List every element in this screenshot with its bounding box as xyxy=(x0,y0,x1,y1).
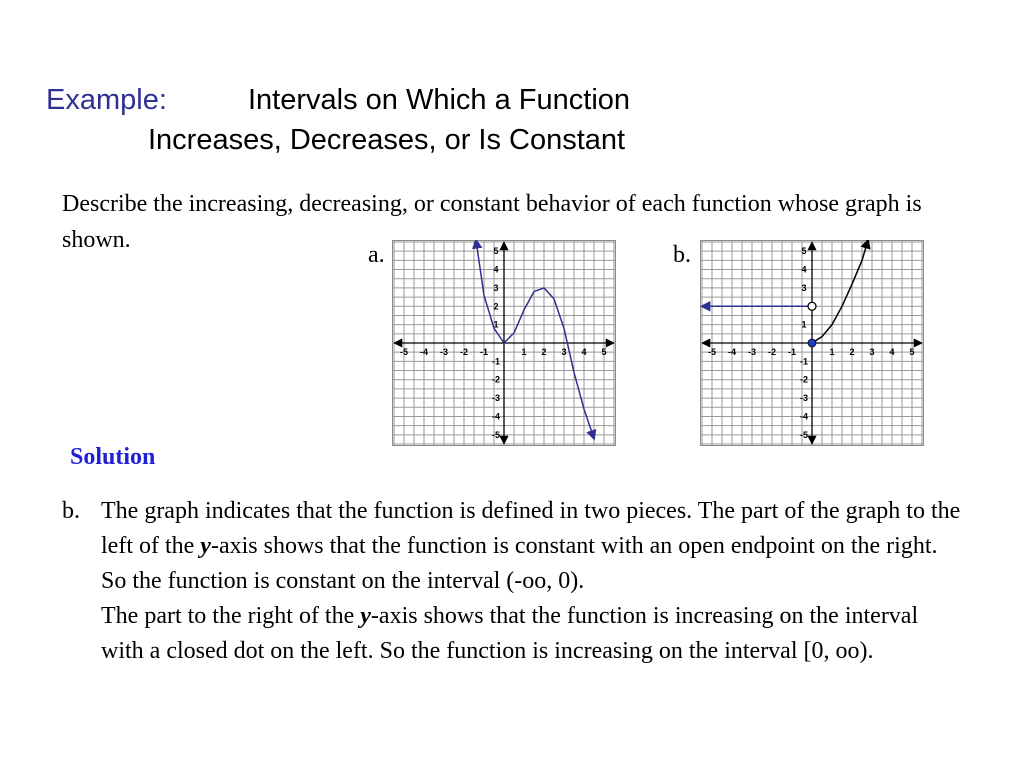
x-tick-label: 1 xyxy=(521,347,527,357)
x-tick-label: 4 xyxy=(581,347,587,357)
y-tick-label: -4 xyxy=(491,411,501,422)
x-tick-label: 4 xyxy=(889,347,895,357)
solution-item-label: b. xyxy=(62,498,80,524)
graph-a-label: a. xyxy=(368,242,385,268)
p1-before: The graph indicates that the function is defined in two pieces. The part of the graph to the left of the xyxy=(101,498,961,559)
solution-paragraph-1 xyxy=(101,494,961,599)
y-tick-label: 1 xyxy=(493,319,499,330)
p1-y-variable: y xyxy=(200,533,211,559)
p2-y-variable: y xyxy=(360,603,371,629)
y-tick-label: -2 xyxy=(491,374,501,385)
title-line-2: Increases, Decreases, or Is Constant xyxy=(148,124,626,156)
x-tick-label: 3 xyxy=(561,347,567,357)
y-tick-label: -5 xyxy=(799,429,809,440)
y-tick-label: 5 xyxy=(493,246,499,257)
x-tick-label: -3 xyxy=(747,347,757,357)
open-endpoint xyxy=(808,302,816,310)
graph-a xyxy=(392,240,616,446)
p1-after: -axis shows that the function is constant with an open endpoint on the right. So the function is constant on the interval (-oo, 0). xyxy=(101,533,938,594)
y-tick-label: 5 xyxy=(801,246,807,257)
p2-before: The part to the right of the xyxy=(101,603,361,629)
title-example-label: Example: xyxy=(46,84,167,116)
x-tick-label: -2 xyxy=(459,347,469,357)
solution-body xyxy=(101,494,961,669)
y-tick-label: -1 xyxy=(491,356,501,367)
solution-paragraph-2 xyxy=(101,599,961,669)
y-tick-label: 3 xyxy=(493,282,499,293)
x-tick-label: -1 xyxy=(787,347,797,357)
closed-endpoint xyxy=(808,339,816,347)
x-tick-label: 5 xyxy=(909,347,915,357)
graph-b-label: b. xyxy=(673,242,691,268)
x-tick-label: 2 xyxy=(541,347,547,357)
intro-text: Describe the increasing, decreasing, or constant behavior of each function whose graph is shown. xyxy=(62,191,922,253)
solution-heading: Solution xyxy=(70,444,156,470)
x-tick-label: 2 xyxy=(849,347,855,357)
y-tick-label: -2 xyxy=(799,374,809,385)
x-tick-label: -4 xyxy=(727,347,737,357)
x-tick-label: -2 xyxy=(767,347,777,357)
x-tick-label: 1 xyxy=(829,347,835,357)
y-tick-label: -3 xyxy=(491,393,501,404)
y-tick-label: 4 xyxy=(493,264,499,275)
x-tick-label: 3 xyxy=(869,347,875,357)
y-tick-label: 2 xyxy=(493,301,499,312)
p2-after: -axis shows that the function is increasing on the interval with a closed dot on the left. So the function is increasing on the interval [0, oo). xyxy=(101,603,919,664)
title-line-1: Intervals on Which a Function xyxy=(248,84,631,116)
y-tick-label: -5 xyxy=(491,429,501,440)
x-tick-label: -5 xyxy=(707,347,717,357)
x-tick-label: -5 xyxy=(399,347,409,357)
x-tick-label: -3 xyxy=(439,347,449,357)
y-tick-label: -3 xyxy=(799,393,809,404)
y-tick-label: -1 xyxy=(799,356,809,367)
x-tick-label: -4 xyxy=(419,347,429,357)
x-tick-label: 5 xyxy=(601,347,607,357)
y-tick-label: 4 xyxy=(801,264,807,275)
y-tick-label: -4 xyxy=(799,411,809,422)
y-tick-label: 3 xyxy=(801,282,807,293)
y-tick-label: 1 xyxy=(801,319,807,330)
x-tick-label: -1 xyxy=(479,347,489,357)
graph-b xyxy=(700,240,924,446)
